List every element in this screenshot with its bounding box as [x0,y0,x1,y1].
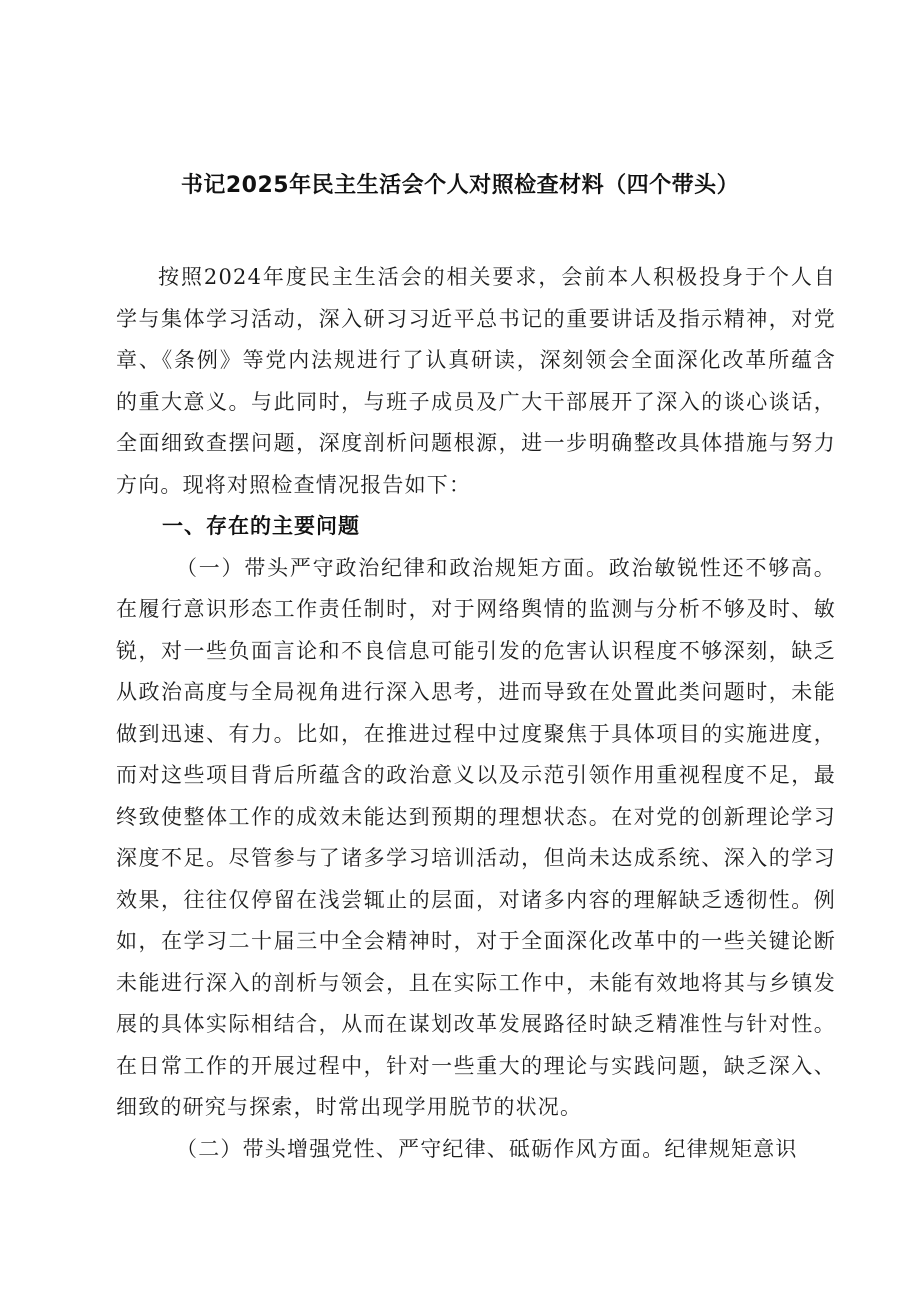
intro-paragraph: 按照2024年度民主生活会的相关要求，会前本人积极投身于个人自学与集体学习活动，深入研习习近平总书记的重要讲话及指示精神，对党章、《条例》等党内法规进行了认真研读，深刻领会全面深化改革所蕴含的重大意义。与此同时，与班子成员及广大干部展开了深入的谈心谈话，全面细致查摆问题，深度剖析问题根源，进一步明确整改具体措施与努力方向。现将对照检查情况报告如下： [116,265,836,497]
paragraph-political-discipline: （一）带头严守政治纪律和政治规矩方面。政治敏锐性还不够高。在履行意识形态工作责任制时，对于网络舆情的监测与分析不够及时、敏锐，对一些负面言论和不良信息可能引发的危害认识程度不够深刻，缺乏从政治高度与全局视角进行深入思考，进而导致在处置此类问题时，未能做到迅速、有力。比如，在推进过程中过度聚焦于具体项目的实施进度，而对这些项目背后所蕴含的政治意义以及示范引领作用重视程度不足，最终致使整体工作的成效未能达到预期的理想状态。在对党的创新理论学习深度不足。尽管参与了诸多学习培训活动，但尚未达成系统、深入的学习效果，往往仅停留在浅尝辄止的层面，对诸多内容的理解缺乏透彻性。例如，在学习二十届三中全会精神时，对于全面深化改革中的一些关键论断未能进行深入的剖析与领会，且在实际工作中，未能有效地将其与乡镇发展的具体实际相结合，从而在谋划改革发展路径时缺乏精准性与针对性。在日常工作的开展过程中，针对一些重大的理论与实践问题，缺乏深入、细致的研究与探索，时常出现学用脱节的状况。 [116,555,836,1119]
document-body [116,257,836,1170]
section-heading-main-problems: 一、存在的主要问题 [162,514,360,538]
document-title: 书记2025年民主生活会个人对照检查材料（四个带头） [180,173,740,198]
paragraph-party-spirit: （二）带头增强党性、严守纪律、砥砺作风方面。纪律规矩意识 [176,1136,798,1161]
